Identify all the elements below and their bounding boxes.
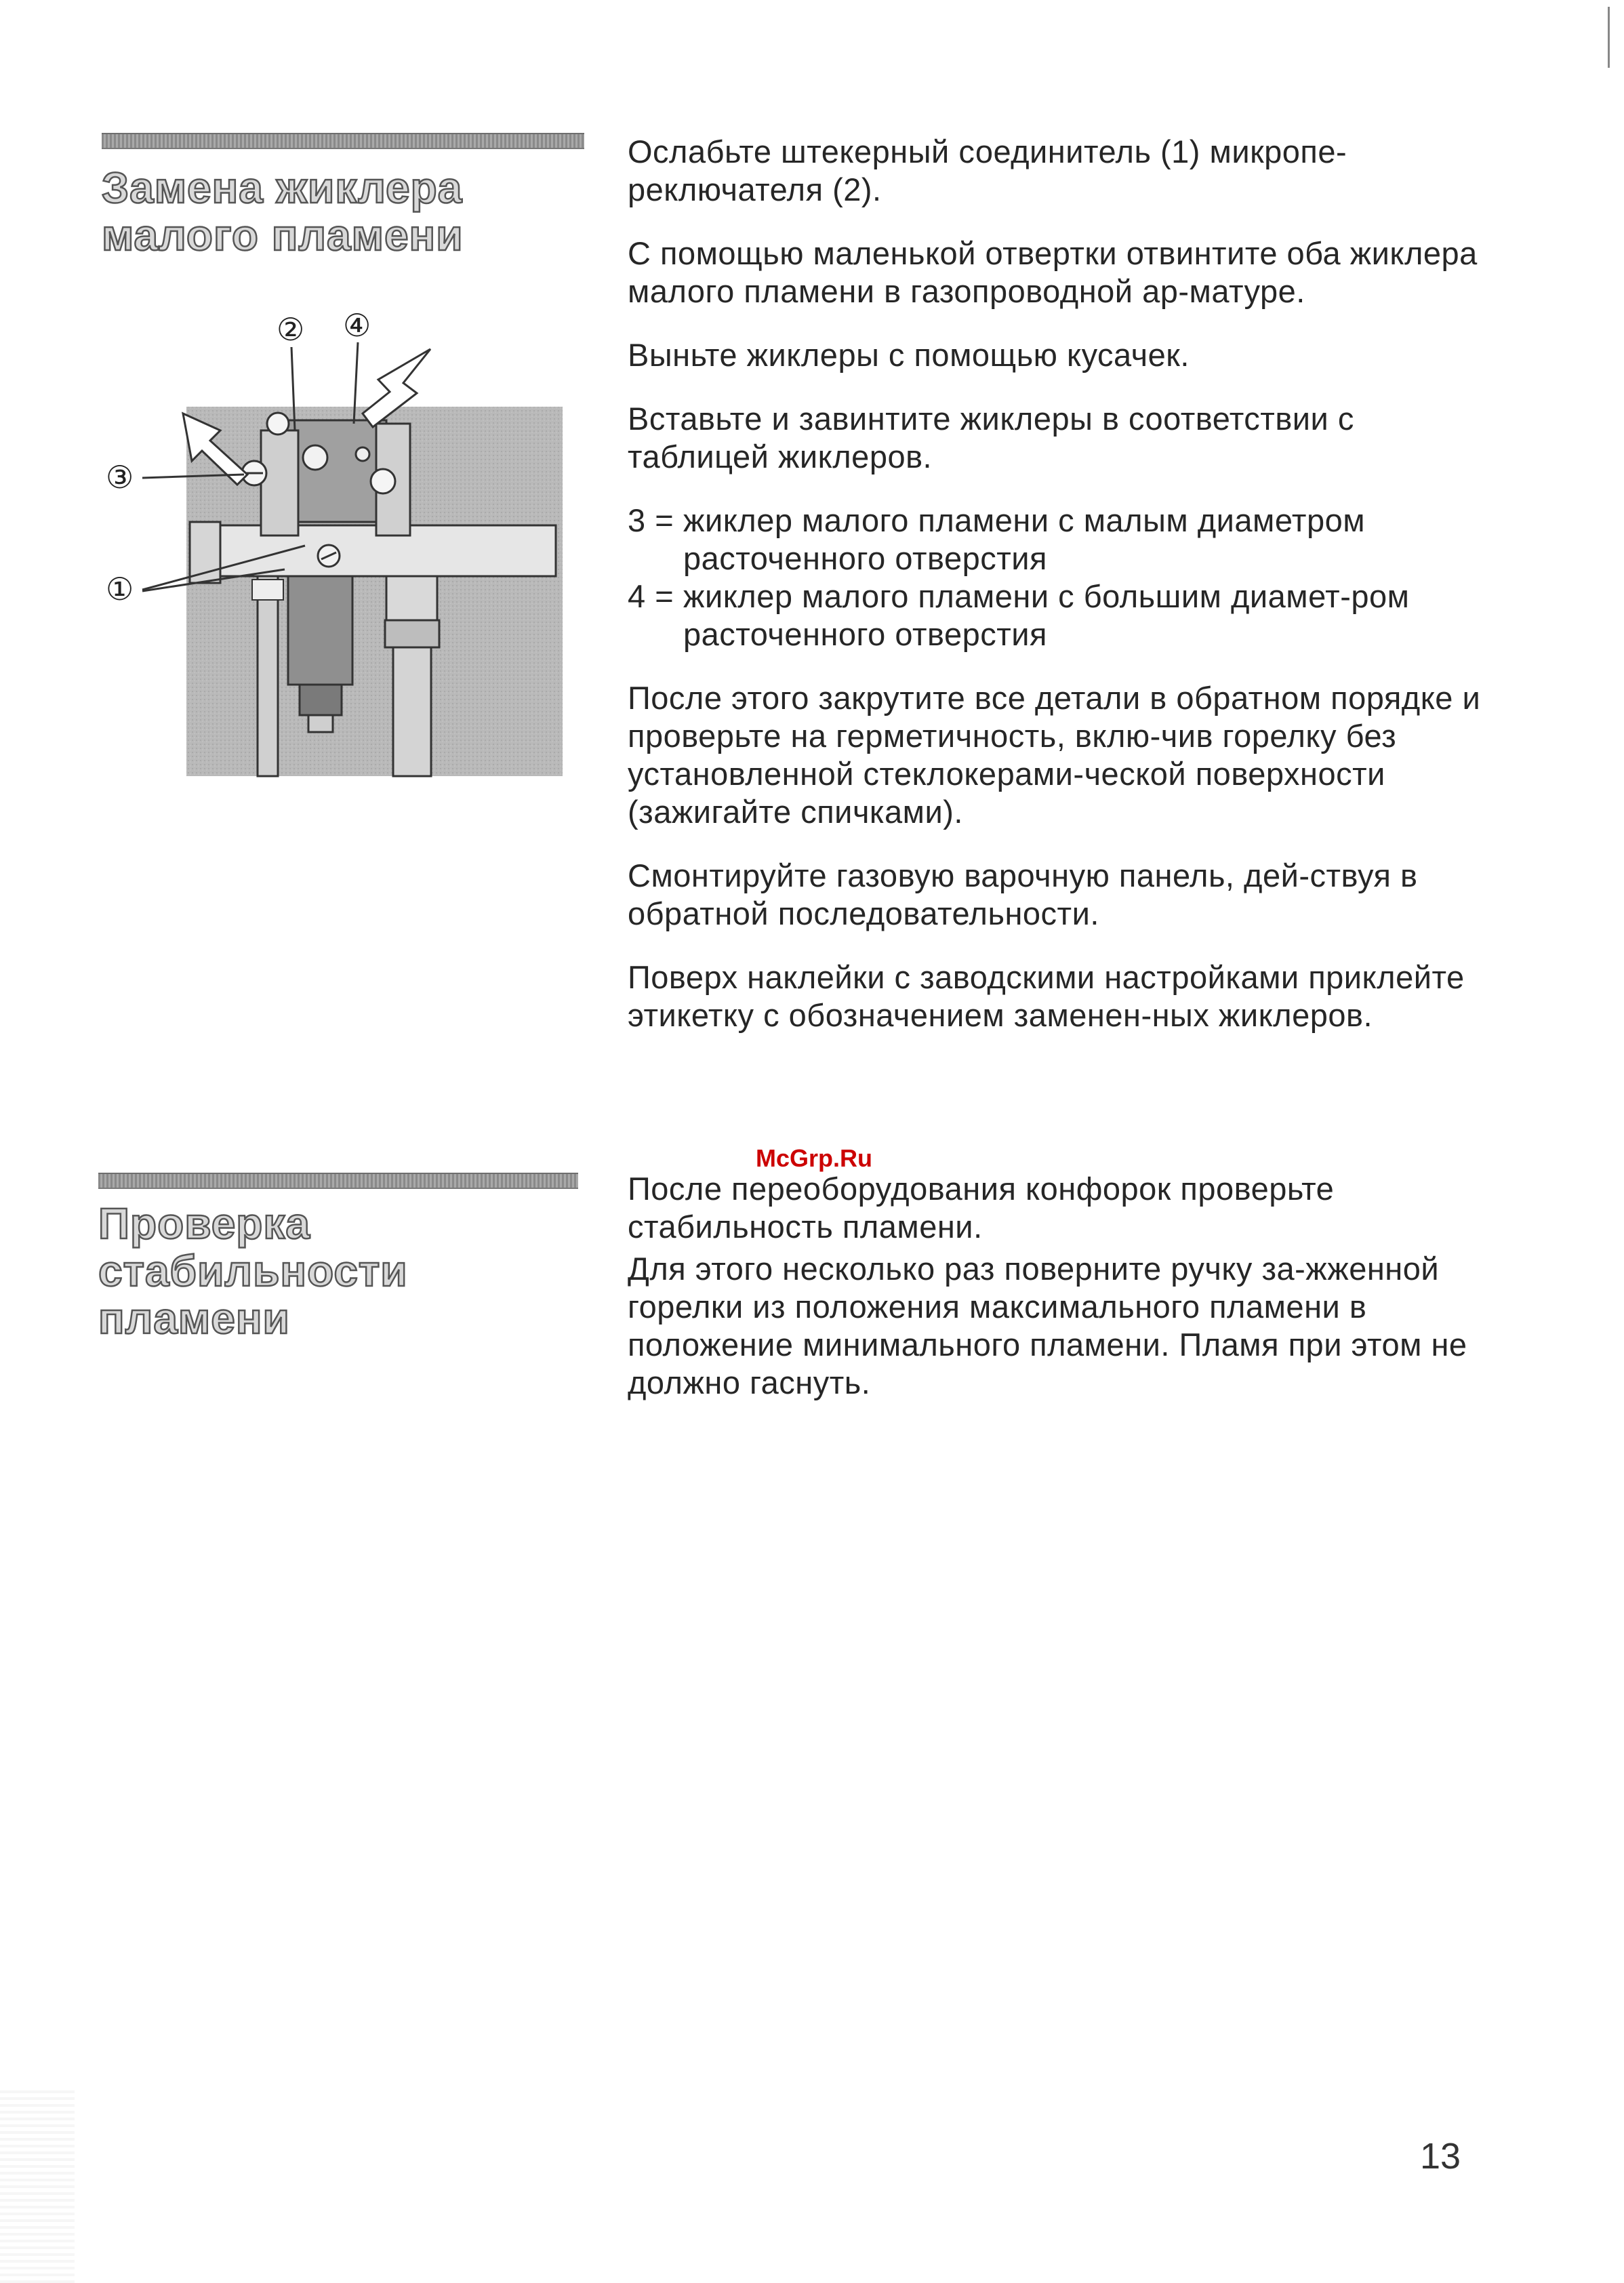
- callout-4: ④: [343, 308, 371, 343]
- instruction-paragraph: Выньте жиклеры с помощью кусачек.: [628, 337, 1190, 373]
- heading-line: стабильности: [98, 1247, 408, 1295]
- list-item: [628, 578, 1495, 653]
- heading-line: Замена жиклера: [102, 163, 463, 212]
- instruction-paragraph: Поверх наклейки с заводскими настройками приклейте этикетку с обозначением заменен-ных жиклеров.: [628, 959, 1465, 1033]
- section-rule: [102, 133, 584, 149]
- watermark: McGrp.Ru: [756, 1144, 873, 1172]
- callout-1: ①: [106, 571, 134, 607]
- scan-margin-mark: [1608, 7, 1610, 68]
- instruction-paragraph: После этого закрутите все детали в обратном порядке и проверьте на герметичность, вклю-чив горелку без установленной стеклокерами-ческой поверхности (зажигайте спичками).: [628, 680, 1481, 830]
- section-heading-flame-stability: [98, 1200, 586, 1342]
- section1-body: [628, 133, 1495, 1060]
- page-number: 13: [1420, 2136, 1461, 2177]
- list-text: жиклер малого пламени с большим диамет-ром расточенного отверстия: [683, 578, 1410, 652]
- jet-legend-list: [628, 502, 1495, 653]
- section-heading-jet-replacement: [102, 164, 590, 259]
- heading-line: малого пламени: [102, 211, 464, 260]
- list-key: 4 =: [628, 578, 674, 614]
- section-rule: [98, 1173, 578, 1189]
- heading-line: пламени: [98, 1294, 290, 1343]
- section2-body: [628, 1170, 1495, 1428]
- heading-line: Проверка: [98, 1199, 310, 1248]
- instruction-paragraph: Для этого несколько раз поверните ручку за-жженной горелки из положения максимального пламени в положение минимального пламени. Пламя при этом не должно гаснуть.: [628, 1251, 1467, 1400]
- callout-3: ③: [106, 460, 134, 495]
- instruction-paragraph: После переоборудования конфорок проверьте стабильность пламени.: [628, 1171, 1335, 1245]
- list-item: [628, 502, 1495, 578]
- valve-illustration: [102, 308, 569, 786]
- list-key: 3 =: [628, 502, 674, 538]
- list-text: жиклер малого пламени с малым диаметром расточенного отверстия: [683, 502, 1366, 576]
- instruction-paragraph: Смонтируйте газовую варочную панель, дей-ствуя в обратной последовательности.: [628, 857, 1418, 931]
- callout-2: ②: [277, 312, 305, 347]
- valve-photo: [102, 312, 569, 786]
- instruction-paragraph: Вставьте и завинтите жиклеры в соответствии с таблицей жиклеров.: [628, 401, 1354, 474]
- scan-edge-artifact: [0, 2088, 75, 2283]
- instruction-paragraph: С помощью маленькой отвертки отвинтите оба жиклера малого пламени в газопроводной ар-матуре.: [628, 235, 1478, 309]
- instruction-paragraph: Ослабьте штекерный соединитель (1) микропе-реключателя (2).: [628, 134, 1347, 207]
